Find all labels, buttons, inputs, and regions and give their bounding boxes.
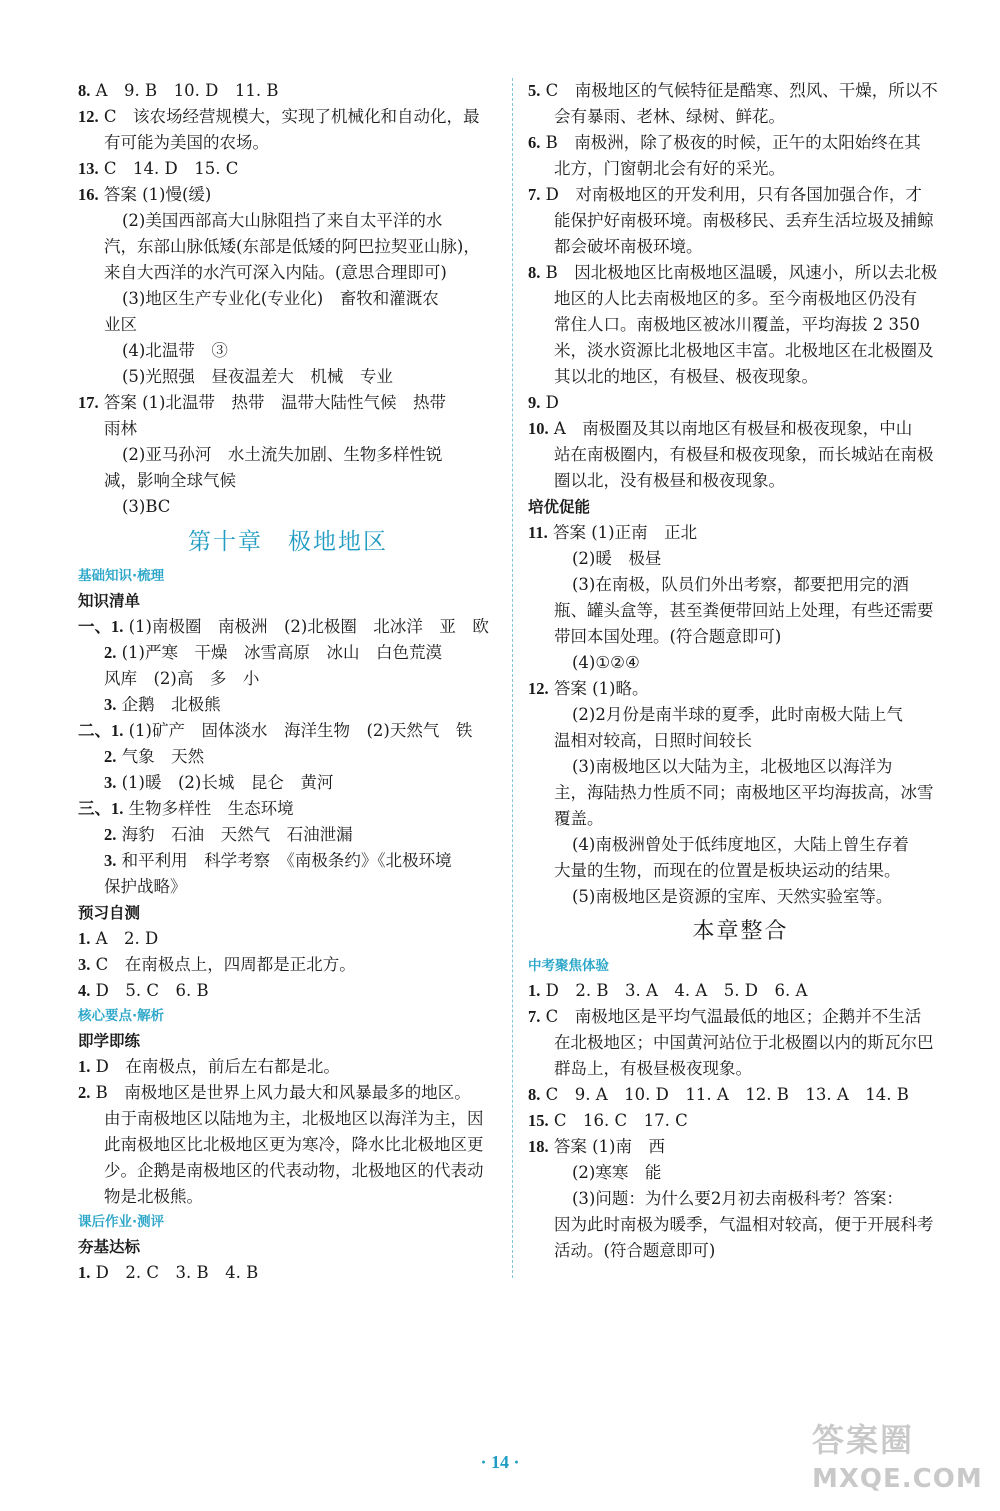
item-text: 主，海陆热力性质不同；南极地区平均海拔高，冰雪 [554, 783, 934, 802]
answer-text-line [528, 442, 953, 468]
answer-item [528, 1082, 953, 1108]
answer-item [78, 1054, 498, 1080]
answer-text-line [528, 572, 953, 598]
answer-item [78, 156, 498, 182]
answer-item [78, 614, 498, 640]
item-text: B 因北极地区比南极地区温暖，风速小，所以去北极 [545, 263, 938, 282]
answer-text-line [528, 832, 953, 858]
answer-text-line [528, 780, 953, 806]
item-text: 活动。(符合题意即可) [554, 1241, 716, 1260]
item-number: 5. [528, 81, 541, 100]
answer-item [78, 926, 498, 952]
item-text: C 该农场经营规模大，实现了机械化和自动化，最 [103, 107, 480, 126]
answer-text-line [78, 1106, 498, 1132]
item-text: C 14. D 15. C [103, 159, 239, 178]
item-number: 10. [528, 419, 549, 438]
item-number: 二、1. [78, 721, 124, 740]
item-text: 物是北极熊。 [104, 1187, 203, 1206]
answer-item [78, 822, 498, 848]
answer-item [528, 182, 953, 208]
item-text: 带回本国处理。(符合题意即可) [554, 627, 782, 646]
item-text: D 在南极点，前后左右都是北。 [95, 1057, 340, 1076]
item-text: B 南极地区是世界上风力最大和风暴最多的地区。 [95, 1083, 471, 1102]
item-text: (4)①②④ [572, 653, 640, 672]
answer-text-line [528, 728, 953, 754]
chapter-title: 第十章 极地地区 [188, 529, 388, 555]
answer-text-line [528, 858, 953, 884]
answer-item [528, 130, 953, 156]
answer-item [78, 1260, 498, 1286]
item-number: 2. [104, 825, 117, 844]
item-text: 业区 [104, 315, 137, 334]
item-text: C 南极地区是平均气温最低的地区；企鹅并不生活 [545, 1007, 922, 1026]
answer-item [528, 520, 953, 546]
item-text: (1)严寒 干燥 冰雪高原 冰山 白色荒漠 [121, 643, 442, 662]
page-number: · 14 · [480, 1452, 520, 1472]
item-number: 8. [78, 81, 91, 100]
answer-item [78, 692, 498, 718]
item-text: 气象 天然 [121, 747, 205, 766]
item-text: 少。企鹅是南极地区的代表动物，北极地区的代表动 [104, 1161, 484, 1180]
item-text: (2)美国西部高大山脉阻挡了来自太平洋的水 [122, 211, 443, 230]
answer-text-line [78, 874, 498, 900]
answer-text-line [78, 312, 498, 338]
item-text: 雨林 [104, 419, 137, 438]
item-text: 减，影响全球气候 [104, 471, 236, 490]
item-text: 温相对较高，日照时间较长 [554, 731, 752, 750]
answer-text-line [78, 364, 498, 390]
answer-text-line [528, 650, 953, 676]
item-text: 因为此时南极为暖季，气温相对较高，便于开展科考 [554, 1215, 934, 1234]
item-text: (2)寒寒 能 [572, 1163, 662, 1182]
item-number: 15. [528, 1111, 549, 1130]
column-divider [512, 78, 513, 1278]
item-text: 风库 (2)高 多 小 [104, 669, 260, 688]
item-text: 有可能为美国的农场。 [104, 133, 269, 152]
answer-text-line [528, 364, 953, 390]
item-text: (3)在南极，队员们外出考察，都要把用完的酒 [572, 575, 909, 594]
answer-item [528, 416, 953, 442]
section-tag: 课后作业·测评 [78, 1214, 165, 1230]
item-text: 答案 (1)南 西 [553, 1137, 665, 1156]
item-text: (2)暖 极昼 [572, 549, 662, 568]
subsection-heading: 夯基达标 [78, 1238, 141, 1256]
item-number: 12. [78, 107, 99, 126]
item-text: 海豹 石油 天然气 石油泄漏 [121, 825, 353, 844]
answer-text-line [78, 468, 498, 494]
answer-text-line [78, 260, 498, 286]
subsection-heading: 预习自测 [78, 904, 141, 922]
answer-text-line [528, 884, 953, 910]
item-text: D 2. B 3. A 4. A 5. D 6. A [545, 981, 808, 1000]
answer-item [528, 78, 953, 104]
item-text: 企鹅 北极熊 [121, 695, 221, 714]
answer-text-line [528, 234, 953, 260]
item-text: C 9. A 10. D 11. A 12. B 13. A 14. B [545, 1085, 909, 1104]
item-number: 9. [528, 393, 541, 412]
item-number: 11. [528, 523, 548, 542]
answer-item [528, 1108, 953, 1134]
item-text: 生物多样性 生态环境 [128, 799, 294, 818]
answer-text-line [528, 208, 953, 234]
answer-item [528, 260, 953, 286]
item-text: 常住人口。南极地区被冰川覆盖，平均海拔 2 350 [554, 315, 920, 334]
item-text: (3)南极地区以大陆为主，北极地区以海洋为 [572, 757, 893, 776]
item-text: 覆盖。 [554, 809, 604, 828]
item-text: (1)南极圈 南极洲 (2)北极圈 北冰洋 亚 欧 [128, 617, 489, 636]
item-text: (2)亚马孙河 水土流失加剧、生物多样性锐 [122, 445, 443, 464]
item-text: 米，淡水资源比北极地区丰富。北极地区在北极圈及 [554, 341, 934, 360]
answer-text-line [78, 442, 498, 468]
item-number: 1. [78, 1057, 91, 1076]
item-text: (4)北温带 ③ [122, 341, 228, 360]
answer-text-line [78, 416, 498, 442]
left-column [78, 78, 498, 1286]
answer-item [78, 1080, 498, 1106]
item-text: 其以北的地区，有极昼、极夜现象。 [554, 367, 818, 386]
item-text: 保护战略》 [104, 877, 187, 896]
answer-text-line [528, 546, 953, 572]
answer-text-line [78, 286, 498, 312]
answer-item [78, 182, 498, 208]
answer-text-line [78, 1184, 498, 1210]
item-text: A 9. B 10. D 11. B [95, 81, 279, 100]
item-text: 在北极地区；中国黄河站位于北极圈以内的斯瓦尔巴 [554, 1033, 934, 1052]
answer-item [78, 390, 498, 416]
item-number: 4. [78, 981, 91, 1000]
item-text: 来自大西洋的水汽可深入内陆。(意思合理即可) [104, 263, 447, 282]
answer-text-line [78, 1132, 498, 1158]
item-text: D [545, 393, 559, 412]
answer-text-line [528, 754, 953, 780]
subsection-heading: 知识清单 [78, 592, 141, 610]
item-text: 北方，门窗朝北会有好的采光。 [554, 159, 785, 178]
section-tag: 基础知识·梳理 [78, 568, 165, 584]
answer-item [78, 796, 498, 822]
item-text: 瓶、罐头盒等，甚至粪便带回站上处理，有些还需要 [554, 601, 934, 620]
answer-text-line [528, 702, 953, 728]
answer-item [78, 952, 498, 978]
item-text: (3)地区生产专业化(专业化) 畜牧和灌溉农 [122, 289, 439, 308]
answer-text-line [528, 624, 953, 650]
item-text: (5)南极地区是资源的宝库、天然实验室等。 [572, 887, 893, 906]
answer-text-line [528, 286, 953, 312]
item-number: 13. [78, 159, 99, 178]
answer-text-line [78, 208, 498, 234]
item-text: (3)BC [122, 497, 171, 516]
answer-item [78, 78, 498, 104]
item-text: 会有暴雨、老林、绿树、鲜花。 [554, 107, 785, 126]
item-text: C 在南极点上，四周都是正北方。 [95, 955, 356, 974]
item-text: 大量的生物，而现在的位置是板块运动的结果。 [554, 861, 901, 880]
answer-text-line [528, 156, 953, 182]
answer-text-line [528, 1030, 953, 1056]
watermark-text: 答案圈 [812, 1421, 915, 1459]
item-text: 答案 (1)正南 正北 [552, 523, 698, 542]
item-text: 站在南极圈内，有极昼和极夜现象，而长城站在南极 [554, 445, 934, 464]
answer-item [78, 744, 498, 770]
answer-text-line [78, 234, 498, 260]
item-number: 1. [528, 981, 541, 1000]
item-text: A 南极圈及其以南地区有极昼和极夜现象，中山 [553, 419, 913, 438]
answer-text-line [78, 1158, 498, 1184]
answer-text-line [528, 1160, 953, 1186]
item-text: 地区的人比去南极地区的多。至今南极地区仍没有 [554, 289, 917, 308]
answer-text-line [78, 494, 498, 520]
item-text: (2)2月份是南半球的夏季，此时南极大陆上气 [572, 705, 903, 724]
item-number: 3. [104, 851, 117, 870]
item-text: (5)光照强 昼夜温差大 机械 专业 [122, 367, 393, 386]
item-number: 3. [104, 773, 117, 792]
answer-text-line [528, 104, 953, 130]
item-text: B 南极洲，除了极夜的时候，正午的太阳始终在其 [545, 133, 921, 152]
answer-item [78, 770, 498, 796]
answer-item [78, 718, 498, 744]
answer-item [78, 104, 498, 130]
answer-text-line [528, 1212, 953, 1238]
item-number: 6. [528, 133, 541, 152]
item-number: 2. [104, 747, 117, 766]
item-text: D 2. C 3. B 4. B [95, 1263, 259, 1282]
item-number: 2. [104, 643, 117, 662]
section-summary-title: 本章整合 [692, 919, 789, 944]
item-text: C 16. C 17. C [553, 1111, 688, 1130]
answer-item [528, 1134, 953, 1160]
item-number: 1. [78, 1263, 91, 1282]
section-tag: 核心要点·解析 [78, 1008, 165, 1024]
item-number: 一、1. [78, 617, 124, 636]
item-text: D 5. C 6. B [95, 981, 209, 1000]
answer-item [528, 390, 953, 416]
item-number: 7. [528, 185, 541, 204]
answer-text-line [78, 130, 498, 156]
answer-item [78, 640, 498, 666]
item-number: 3. [78, 955, 91, 974]
item-text: 圈以北，没有极昼和极夜现象。 [554, 471, 785, 490]
item-number: 12. [528, 679, 549, 698]
section-tag: 中考聚焦体验 [528, 958, 609, 974]
item-text: 汽，东部山脉低矮(东部是低矮的阿巴拉契亚山脉)， [104, 237, 480, 256]
answer-text-line [528, 468, 953, 494]
item-number: 7. [528, 1007, 541, 1026]
answer-text-line [78, 338, 498, 364]
item-text: (1)暖 (2)长城 昆仑 黄河 [121, 773, 334, 792]
watermark-logo [812, 1418, 984, 1504]
item-number: 16. [78, 185, 99, 204]
item-number: 三、1. [78, 799, 124, 818]
item-text: 群岛上，有极昼极夜现象。 [554, 1059, 752, 1078]
answer-item [528, 1004, 953, 1030]
answer-text-line [78, 666, 498, 692]
answer-item [78, 848, 498, 874]
item-number: 1. [78, 929, 91, 948]
answer-text-line [528, 1186, 953, 1212]
item-text: A 2. D [95, 929, 159, 948]
item-text: 答案 (1)略。 [553, 679, 649, 698]
item-number: 8. [528, 1085, 541, 1104]
item-number: 8. [528, 263, 541, 282]
item-text: D 对南极地区的开发利用，只有各国加强合作，才 [545, 185, 922, 204]
item-text: 和平利用 科学考察 《南极条约》《北极环境 [121, 851, 452, 870]
item-number: 17. [78, 393, 99, 412]
subsection-heading: 即学即练 [78, 1032, 141, 1050]
answer-item [528, 978, 953, 1004]
watermark-url: MXQE.COM [812, 1464, 983, 1494]
answer-text-line [528, 312, 953, 338]
item-number: 2. [78, 1083, 91, 1102]
item-text: C 南极地区的气候特征是酷寒、烈风、干燥，所以不 [545, 81, 938, 100]
right-column [528, 78, 953, 1264]
item-number: 18. [528, 1137, 549, 1156]
answer-item [528, 676, 953, 702]
item-text: 答案 (1)慢(缓) [103, 185, 212, 204]
item-text: 都会破坏南极环境。 [554, 237, 703, 256]
answer-text-line [528, 598, 953, 624]
item-text: (4)南极洲曾处于低纬度地区，大陆上曾生存着 [572, 835, 909, 854]
item-text: 能保护好南极环境。南极移民、丢弃生活垃圾及捕鲸 [554, 211, 934, 230]
answer-text-line [528, 1056, 953, 1082]
answer-text-line [528, 1238, 953, 1264]
item-number: 3. [104, 695, 117, 714]
item-text: 由于南极地区以陆地为主，北极地区以海洋为主，因 [104, 1109, 484, 1128]
answer-text-line [528, 806, 953, 832]
item-text: 此南极地区比北极地区更为寒冷，降水比北极地区更 [104, 1135, 484, 1154]
answer-text-line [528, 338, 953, 364]
subsection-heading: 培优促能 [528, 498, 591, 516]
item-text: (3)问题：为什么要2月初去南极科考？答案： [572, 1189, 903, 1208]
item-text: 答案 (1)北温带 热带 温带大陆性气候 热带 [103, 393, 446, 412]
answer-item [78, 978, 498, 1004]
item-text: (1)矿产 固体淡水 海洋生物 (2)天然气 铁 [128, 721, 473, 740]
